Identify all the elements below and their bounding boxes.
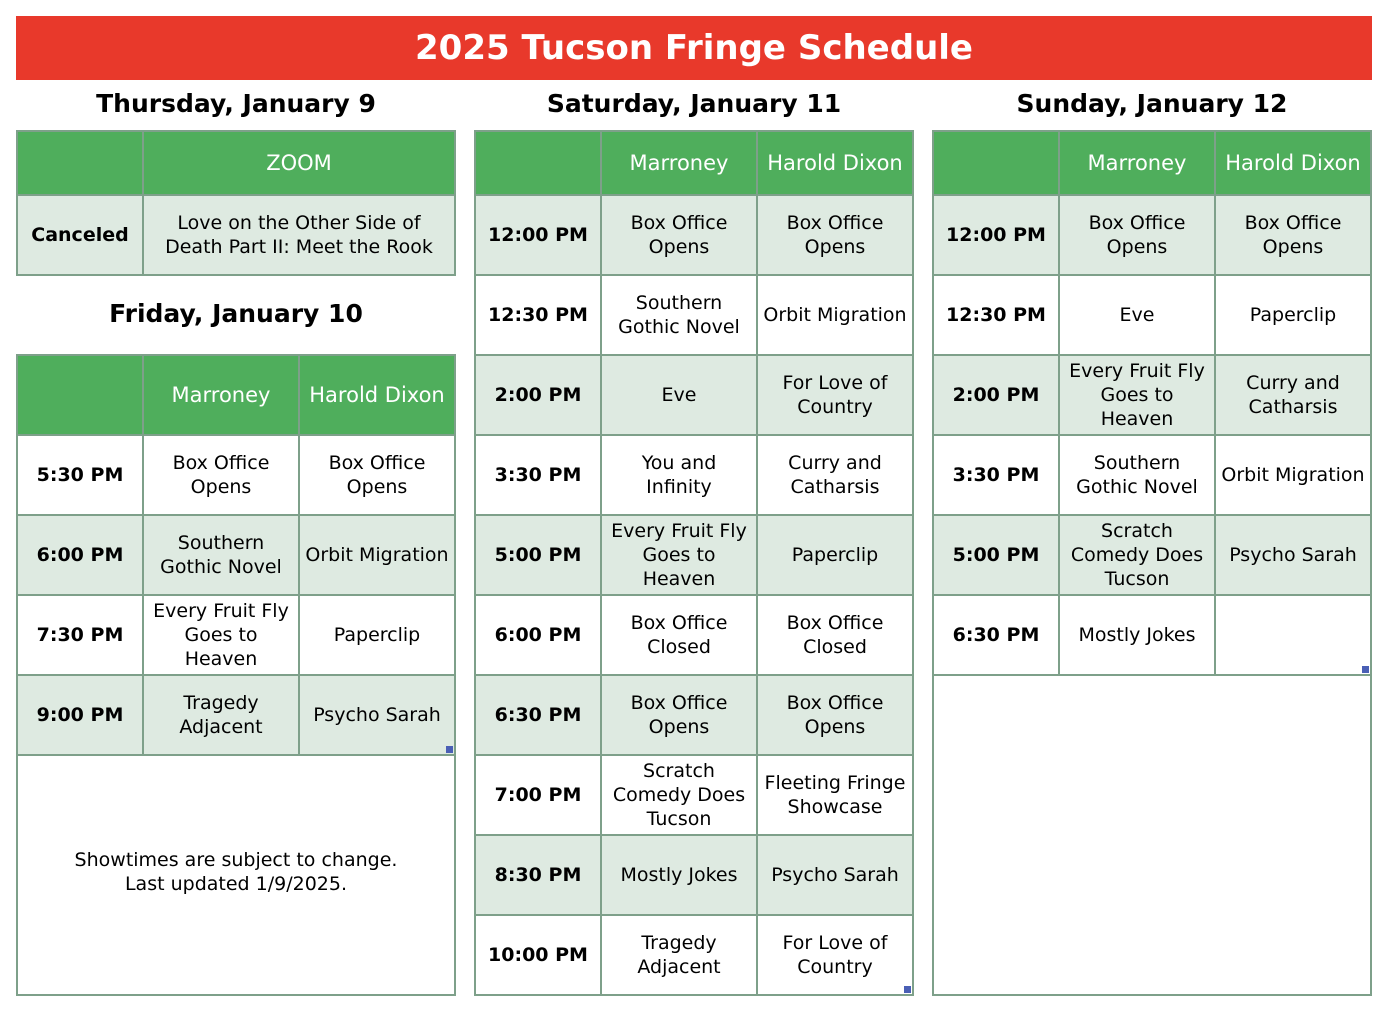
show-cell: Curry and Catharsis (758, 436, 912, 514)
time-cell: 6:30 PM (476, 676, 600, 754)
time-cell: Canceled (18, 196, 142, 274)
show-cell: Mostly Jokes (1060, 596, 1214, 674)
time-cell: 3:30 PM (476, 436, 600, 514)
show-cell: Box Office Opens (602, 196, 756, 274)
show-cell: You and Infinity (602, 436, 756, 514)
show-cell: Psycho Sarah (300, 676, 454, 754)
show-cell: Scratch Comedy Does Tucson (1060, 516, 1214, 594)
show-cell: Box Office Opens (602, 676, 756, 754)
show-cell: Eve (602, 356, 756, 434)
friday-heading: Friday, January 10 (109, 299, 363, 328)
show-cell: Curry and Catharsis (1216, 356, 1370, 434)
note-line-1: Showtimes are subject to change. (74, 849, 398, 871)
friday-table (16, 354, 456, 756)
show-cell: For Love of Country (758, 916, 912, 994)
time-cell: 8:30 PM (476, 836, 600, 914)
show-cell: Orbit Migration (300, 516, 454, 594)
thursday-heading: Thursday, January 9 (96, 89, 376, 118)
show-cell: Box Office Opens (144, 436, 298, 514)
time-cell: 12:00 PM (934, 196, 1058, 274)
show-cell: Box Office Opens (300, 436, 454, 514)
time-cell: 6:00 PM (18, 516, 142, 594)
empty-panel (932, 676, 1372, 996)
show-cell: Paperclip (300, 596, 454, 674)
show-cell: Tragedy Adjacent (144, 676, 298, 754)
show-cell: Southern Gothic Novel (602, 276, 756, 354)
show-cell: Paperclip (758, 516, 912, 594)
show-cell: Every Fruit Fly Goes to Heaven (1060, 356, 1214, 434)
header-corner-cell (18, 132, 142, 194)
show-cell: Every Fruit Fly Goes to Heaven (144, 596, 298, 674)
show-cell: Box Office Closed (758, 596, 912, 674)
venue-header-marroney: Marroney (144, 356, 298, 434)
header-corner-cell (476, 132, 600, 194)
time-cell: 6:30 PM (934, 596, 1058, 674)
venue-header-marroney: Marroney (1060, 132, 1214, 194)
show-cell: Psycho Sarah (758, 836, 912, 914)
venue-header-harold-dixon: Harold Dixon (758, 132, 912, 194)
time-cell: 5:00 PM (476, 516, 600, 594)
time-cell: 2:00 PM (476, 356, 600, 434)
time-cell: 6:00 PM (476, 596, 600, 674)
show-cell: Psycho Sarah (1216, 516, 1370, 594)
show-cell: Orbit Migration (758, 276, 912, 354)
show-cell: Box Office Closed (602, 596, 756, 674)
show-cell: Southern Gothic Novel (1060, 436, 1214, 514)
show-cell: Box Office Opens (1060, 196, 1214, 274)
show-cell: Box Office Opens (1216, 196, 1370, 274)
show-cell: Orbit Migration (1216, 436, 1370, 514)
show-cell: For Love of Country (758, 356, 912, 434)
saturday-heading: Saturday, January 11 (546, 89, 842, 118)
time-cell: 12:30 PM (934, 276, 1058, 354)
resize-handle-icon (446, 746, 453, 753)
time-cell: 3:30 PM (934, 436, 1058, 514)
note-line-2: Last updated 1/9/2025. (124, 873, 348, 895)
show-cell (1216, 596, 1370, 674)
header-corner-cell (934, 132, 1058, 194)
sunday-heading: Sunday, January 12 (1016, 89, 1288, 118)
header-corner-cell (18, 356, 142, 434)
show-cell: Scratch Comedy Does Tucson (602, 756, 756, 834)
venue-header-zoom: ZOOM (144, 132, 454, 194)
show-cell: Fleeting Fringe Showcase (758, 756, 912, 834)
sunday-table (932, 130, 1372, 676)
show-cell: Southern Gothic Novel (144, 516, 298, 594)
page-title-banner (16, 16, 1372, 80)
venue-header-harold-dixon: Harold Dixon (1216, 132, 1370, 194)
show-cell: Love on the Other Side of Death Part II: Meet the Rook (144, 196, 454, 274)
thursday-table (16, 130, 456, 276)
venue-header-harold-dixon: Harold Dixon (300, 356, 454, 434)
venue-header-marroney: Marroney (602, 132, 756, 194)
time-cell: 2:00 PM (934, 356, 1058, 434)
resize-handle-icon (1362, 666, 1369, 673)
show-cell: Every Fruit Fly Goes to Heaven (602, 516, 756, 594)
show-cell: Box Office Opens (758, 196, 912, 274)
time-cell: 9:00 PM (18, 676, 142, 754)
show-cell: Eve (1060, 276, 1214, 354)
time-cell: 7:30 PM (18, 596, 142, 674)
time-cell: 5:00 PM (934, 516, 1058, 594)
page-title: 2025 Tucson Fringe Schedule (415, 28, 973, 68)
show-cell: Tragedy Adjacent (602, 916, 756, 994)
show-cell: Box Office Opens (758, 676, 912, 754)
time-cell: 12:00 PM (476, 196, 600, 274)
schedule-note (16, 848, 456, 896)
time-cell: 7:00 PM (476, 756, 600, 834)
show-cell: Mostly Jokes (602, 836, 756, 914)
time-cell: 5:30 PM (18, 436, 142, 514)
resize-handle-icon (904, 986, 911, 993)
time-cell: 10:00 PM (476, 916, 600, 994)
saturday-table (474, 130, 914, 996)
time-cell: 12:30 PM (476, 276, 600, 354)
show-cell: Paperclip (1216, 276, 1370, 354)
